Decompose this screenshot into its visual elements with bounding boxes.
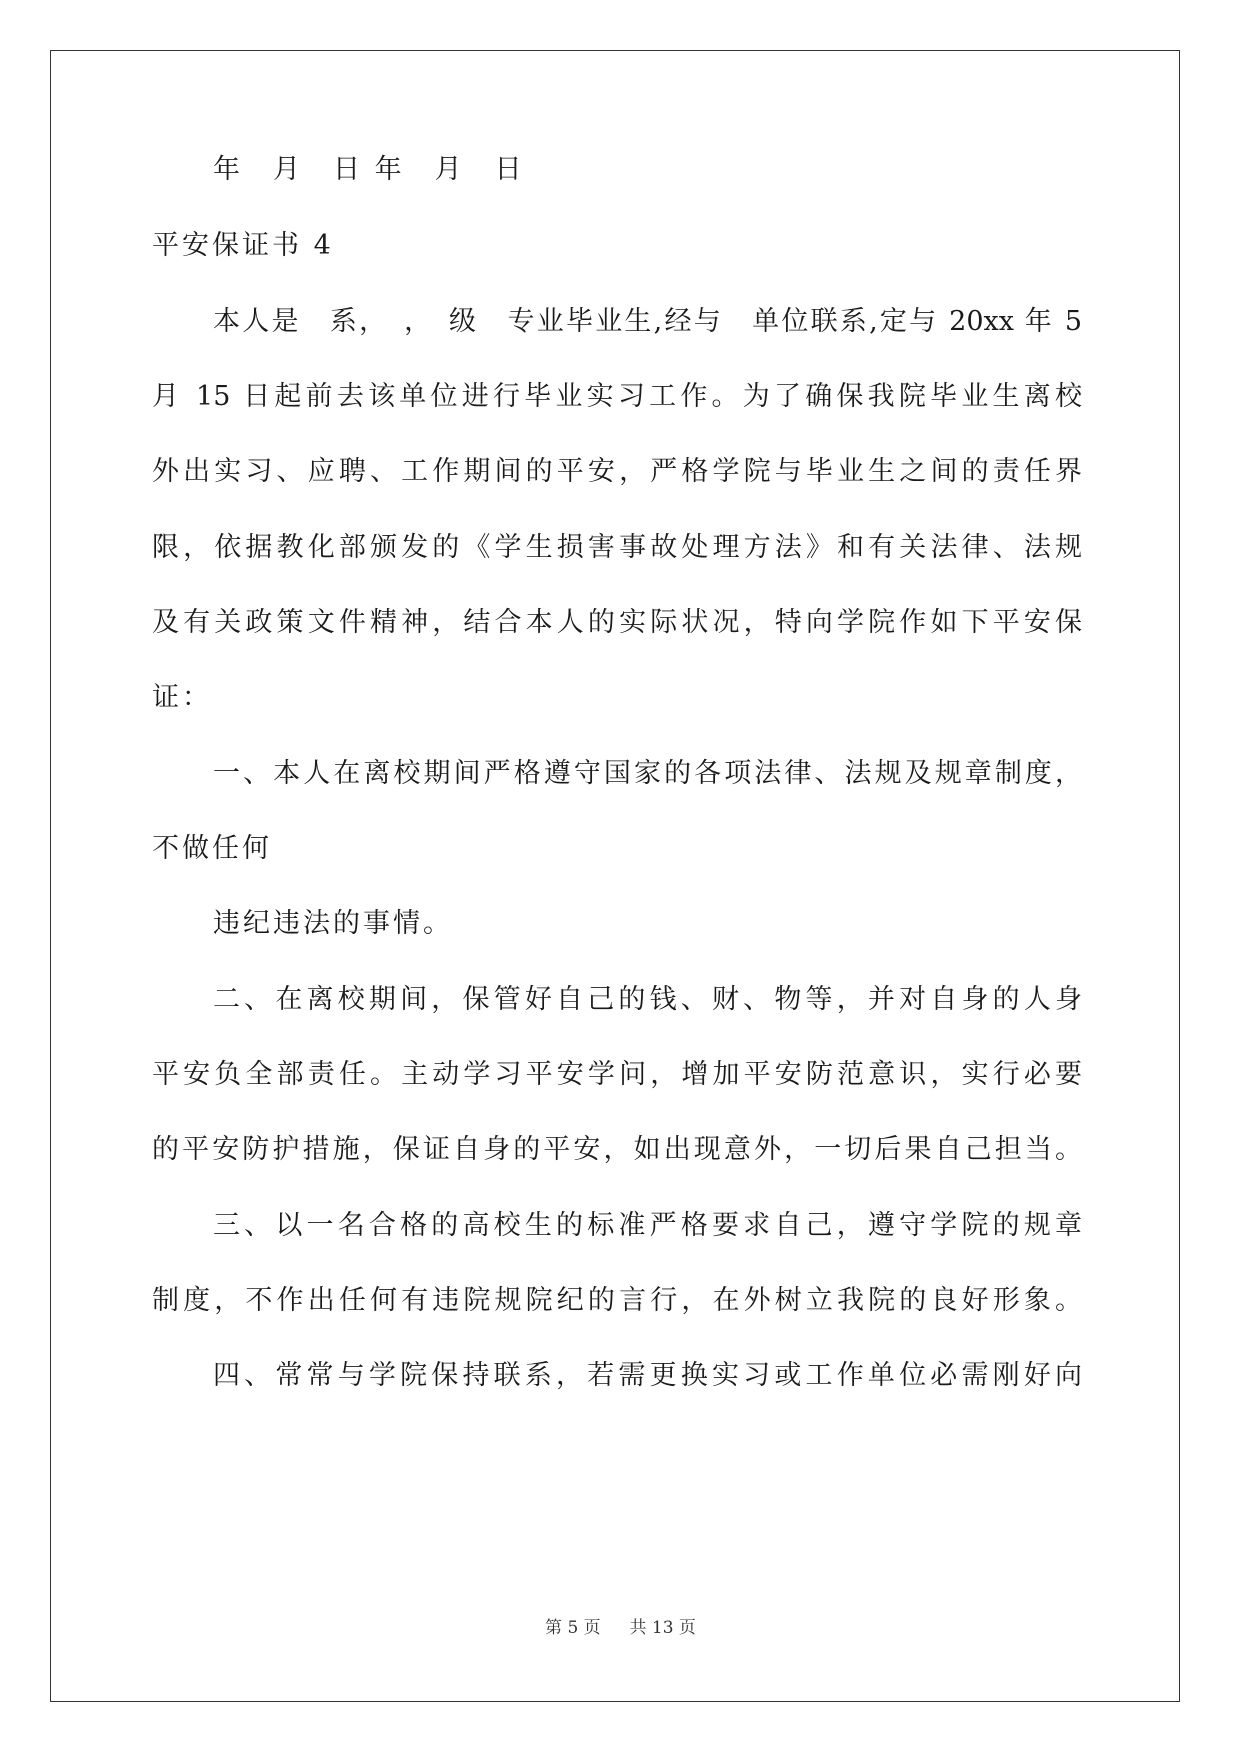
paragraph-line: 及有关政策文件精神，结合本人的实际状况，特向学院作如下平安保: [152, 607, 1082, 638]
page-total: 共 13 页: [629, 1618, 696, 1638]
paragraph-line: 外出实习、应聘、工作期间的平安，严格学院与毕业生之间的责任界: [152, 456, 1082, 487]
paragraph-line: 违纪违法的事情。: [213, 908, 453, 939]
paragraph-line: 限，依据教化部颁发的《学生损害事故处理方法》和有关法律、法规: [152, 532, 1082, 563]
paragraph-line: 三、以一名合格的高校生的标准严格要求自己，遵守学院的规章: [213, 1210, 1082, 1241]
page-border: [50, 50, 1180, 1702]
paragraph-line: 月 15 日起前去该单位进行毕业实习工作。为了确保我院毕业生离校: [152, 381, 1082, 412]
paragraph-line: 平安负全部责任。主动学习平安学问，增加平安防范意识，实行必要: [152, 1059, 1082, 1090]
document-title: 平安保证书 4: [152, 230, 334, 261]
paragraph-line: 一、本人在离校期间严格遵守国家的各项法律、法规及规章制度，: [213, 758, 1082, 789]
paragraph-line: 不做任何: [152, 833, 272, 864]
paragraph-line: 四、常常与学院保持联系，若需更换实习或工作单位必需刚好向: [213, 1360, 1082, 1391]
paragraph-line: 二、在离校期间，保管好自己的钱、财、物等，并对自身的人身: [213, 984, 1082, 1015]
date-line: 年 月 日 年 月 日: [213, 154, 525, 185]
page-footer: [0, 1616, 1241, 1640]
page-number: 第 5 页: [545, 1618, 601, 1638]
paragraph-line: 的平安防护措施，保证自身的平安，如出现意外，一切后果自己担当。: [152, 1134, 1082, 1165]
paragraph-line: 制度，不作出任何有违院规院纪的言行，在外树立我院的良好形象。: [152, 1285, 1082, 1316]
paragraph-line: 本人是 系， ， 级 专业毕业生,经与 单位联系,定与 20xx 年 5: [213, 306, 1082, 337]
paragraph-line: 证：: [152, 682, 212, 713]
